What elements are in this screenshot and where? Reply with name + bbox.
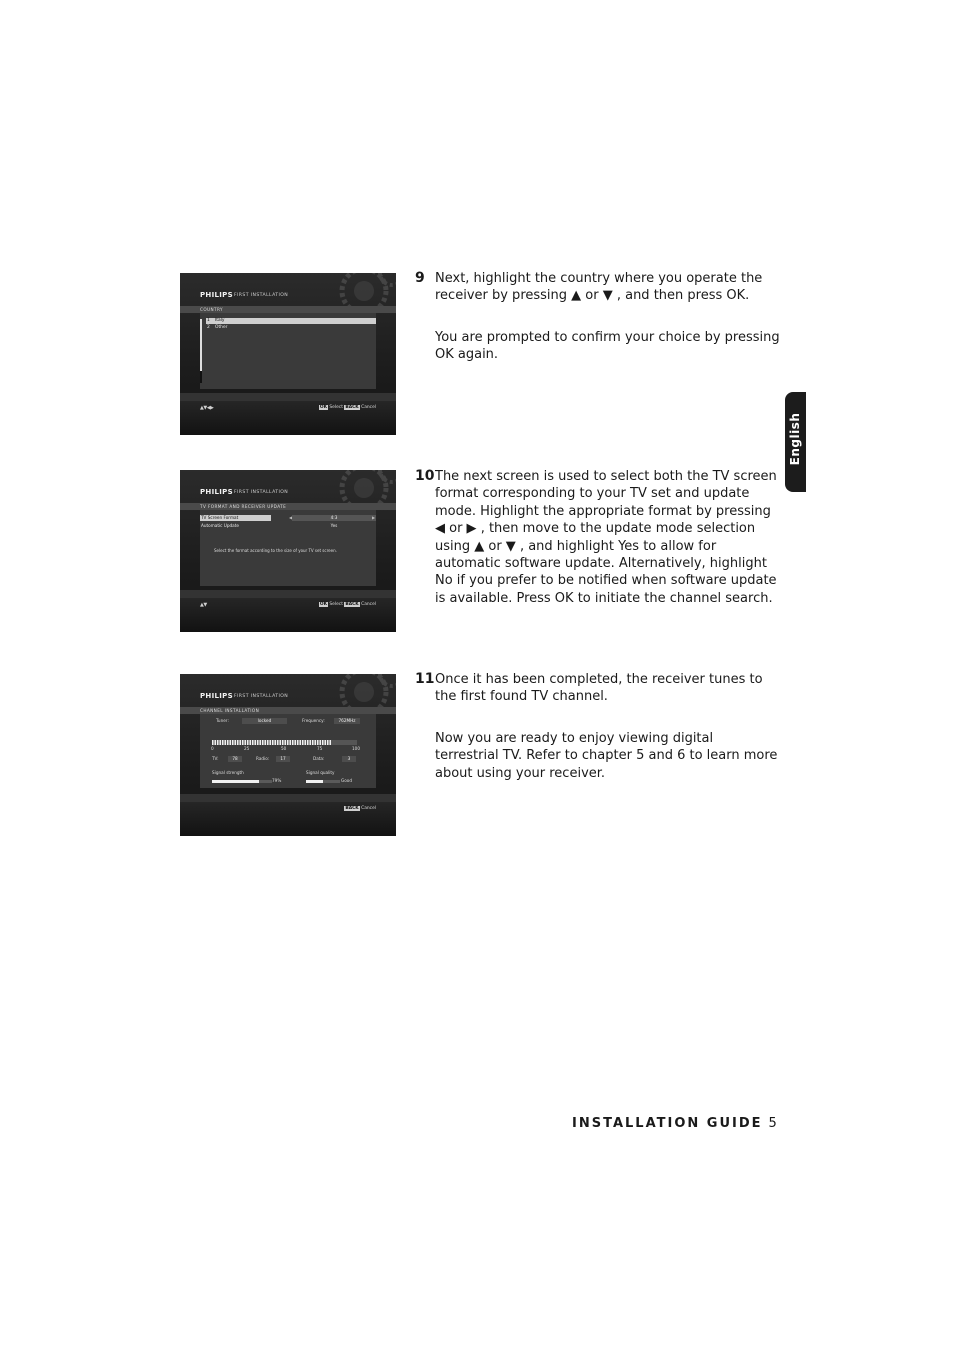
step-paragraph: You are prompted to confirm your choice by pressing OK again. [435, 329, 780, 363]
back-key: BACK [345, 806, 359, 811]
frequency-value: 762MHz [334, 718, 360, 724]
screen-title: FIRST INSTALLATION [234, 694, 289, 699]
signal-quality-meter [306, 780, 340, 783]
arrow-right-icon[interactable]: ▶ [372, 515, 376, 520]
key-hints: OK Select BACK Cancel [319, 602, 376, 607]
country-item-other[interactable]: 2 Other [207, 325, 228, 330]
scale-75: 75 [317, 746, 323, 751]
scale-50: 50 [281, 746, 287, 751]
step-text [435, 270, 780, 388]
scrollbar-thumb[interactable] [200, 371, 202, 383]
data-count-label: Data: [313, 756, 325, 761]
frequency-label: Frequency: [302, 718, 325, 723]
section-header: CHANNEL INSTALLATION [180, 707, 396, 714]
key-hint-bar [180, 598, 396, 632]
step-text [435, 468, 780, 631]
page-number: 5 [768, 1116, 777, 1131]
section-header: TV FORMAT AND RECEIVER UPDATE [180, 503, 396, 510]
radio-count-label: Radio: [256, 756, 270, 761]
scale-25: 25 [244, 746, 250, 751]
key-hints: BACK Cancel [345, 806, 376, 811]
search-progress-fill [212, 740, 332, 745]
footer-guide-title: INSTALLATION GUIDE [572, 1116, 763, 1131]
arrow-left-icon[interactable]: ◀ [289, 515, 293, 520]
back-key: BACK [345, 405, 359, 410]
key-hint-bar [180, 802, 396, 836]
step-number: 11 [415, 671, 435, 687]
radio-count-value: 17 [276, 756, 290, 762]
search-progress-bar [212, 740, 357, 745]
tv-screenshot-country [180, 273, 396, 435]
tv-screenshot-format [180, 470, 396, 632]
footer-divider [180, 393, 396, 401]
installation-panel [200, 714, 376, 788]
signal-quality-label: Signal quality [306, 770, 335, 775]
step-number: 9 [415, 270, 425, 286]
philips-logo: PHILIPS [200, 291, 233, 299]
step-paragraph: Now you are ready to enjoy viewing digital terrestrial TV. Refer to chapter 5 and 6 to learn more about using your receiver. [435, 730, 778, 781]
tv-count-label: TV: [212, 756, 219, 761]
signal-strength-meter [212, 780, 272, 783]
signal-strength-fill [212, 780, 259, 783]
language-tab-label: English [788, 412, 802, 466]
help-text: Select the format according to the size of your TV set screen. [214, 548, 337, 553]
language-tab [785, 392, 806, 492]
section-header: COUNTRY [180, 306, 396, 313]
tv-screenshot-channel-installation [180, 674, 396, 836]
footer-divider [180, 794, 396, 802]
tuner-label: Tuner: [216, 718, 229, 723]
signal-quality-fill [306, 780, 323, 783]
data-count-value: 3 [342, 756, 356, 762]
page-footer [572, 1116, 777, 1131]
tv-count-value: 78 [228, 756, 242, 762]
key-hint-bar [180, 401, 396, 435]
step-paragraph: The next screen is used to select both the TV screen format corresponding to your TV set and update mode. Highlight the appropriate format by pressing ◀ or ▶ , then move to the update mode selection using ▲ or ▼ , and highlight Yes to allow for automatic software update. Alternatively, highlight No if you prefer to be notified when software update is available. Press OK to initiate the channel search. [435, 469, 777, 606]
tuner-value: locked [242, 718, 287, 724]
scale-0: 0 [211, 746, 214, 751]
ok-key: OK [319, 602, 327, 607]
ok-key: OK [319, 405, 327, 410]
step-text [435, 671, 780, 806]
signal-strength-label: Signal strength [212, 770, 244, 775]
step-number: 10 [415, 468, 435, 484]
signal-quality-value: Good [341, 778, 353, 783]
country-item-italy[interactable]: 1 Italy [206, 318, 376, 324]
signal-strength-value: 79% [272, 778, 282, 783]
philips-logo: PHILIPS [200, 488, 233, 496]
screen-title: FIRST INSTALLATION [234, 490, 289, 495]
navigation-arrows-icon: ▲▼◀▶ [200, 405, 214, 411]
step-paragraph: Once it has been completed, the receiver tunes to the first found TV channel. [435, 672, 763, 705]
tv-screen-format-row[interactable]: TV Screen Format ◀ 4:3 ▶ [201, 515, 376, 520]
back-key: BACK [345, 602, 359, 607]
step-paragraph: Next, highlight the country where you operate the receiver by pressing ▲ or ▼ , and then press OK. [435, 271, 763, 304]
philips-logo: PHILIPS [200, 692, 233, 700]
key-hints: OK Select BACK Cancel [319, 405, 376, 410]
automatic-update-row[interactable]: Automatic Update Yes [201, 523, 338, 528]
scale-100: 100 [352, 746, 360, 751]
screen-title: FIRST INSTALLATION [234, 293, 289, 298]
navigation-arrows-icon: ▲▼ [200, 602, 207, 608]
footer-divider [180, 590, 396, 598]
